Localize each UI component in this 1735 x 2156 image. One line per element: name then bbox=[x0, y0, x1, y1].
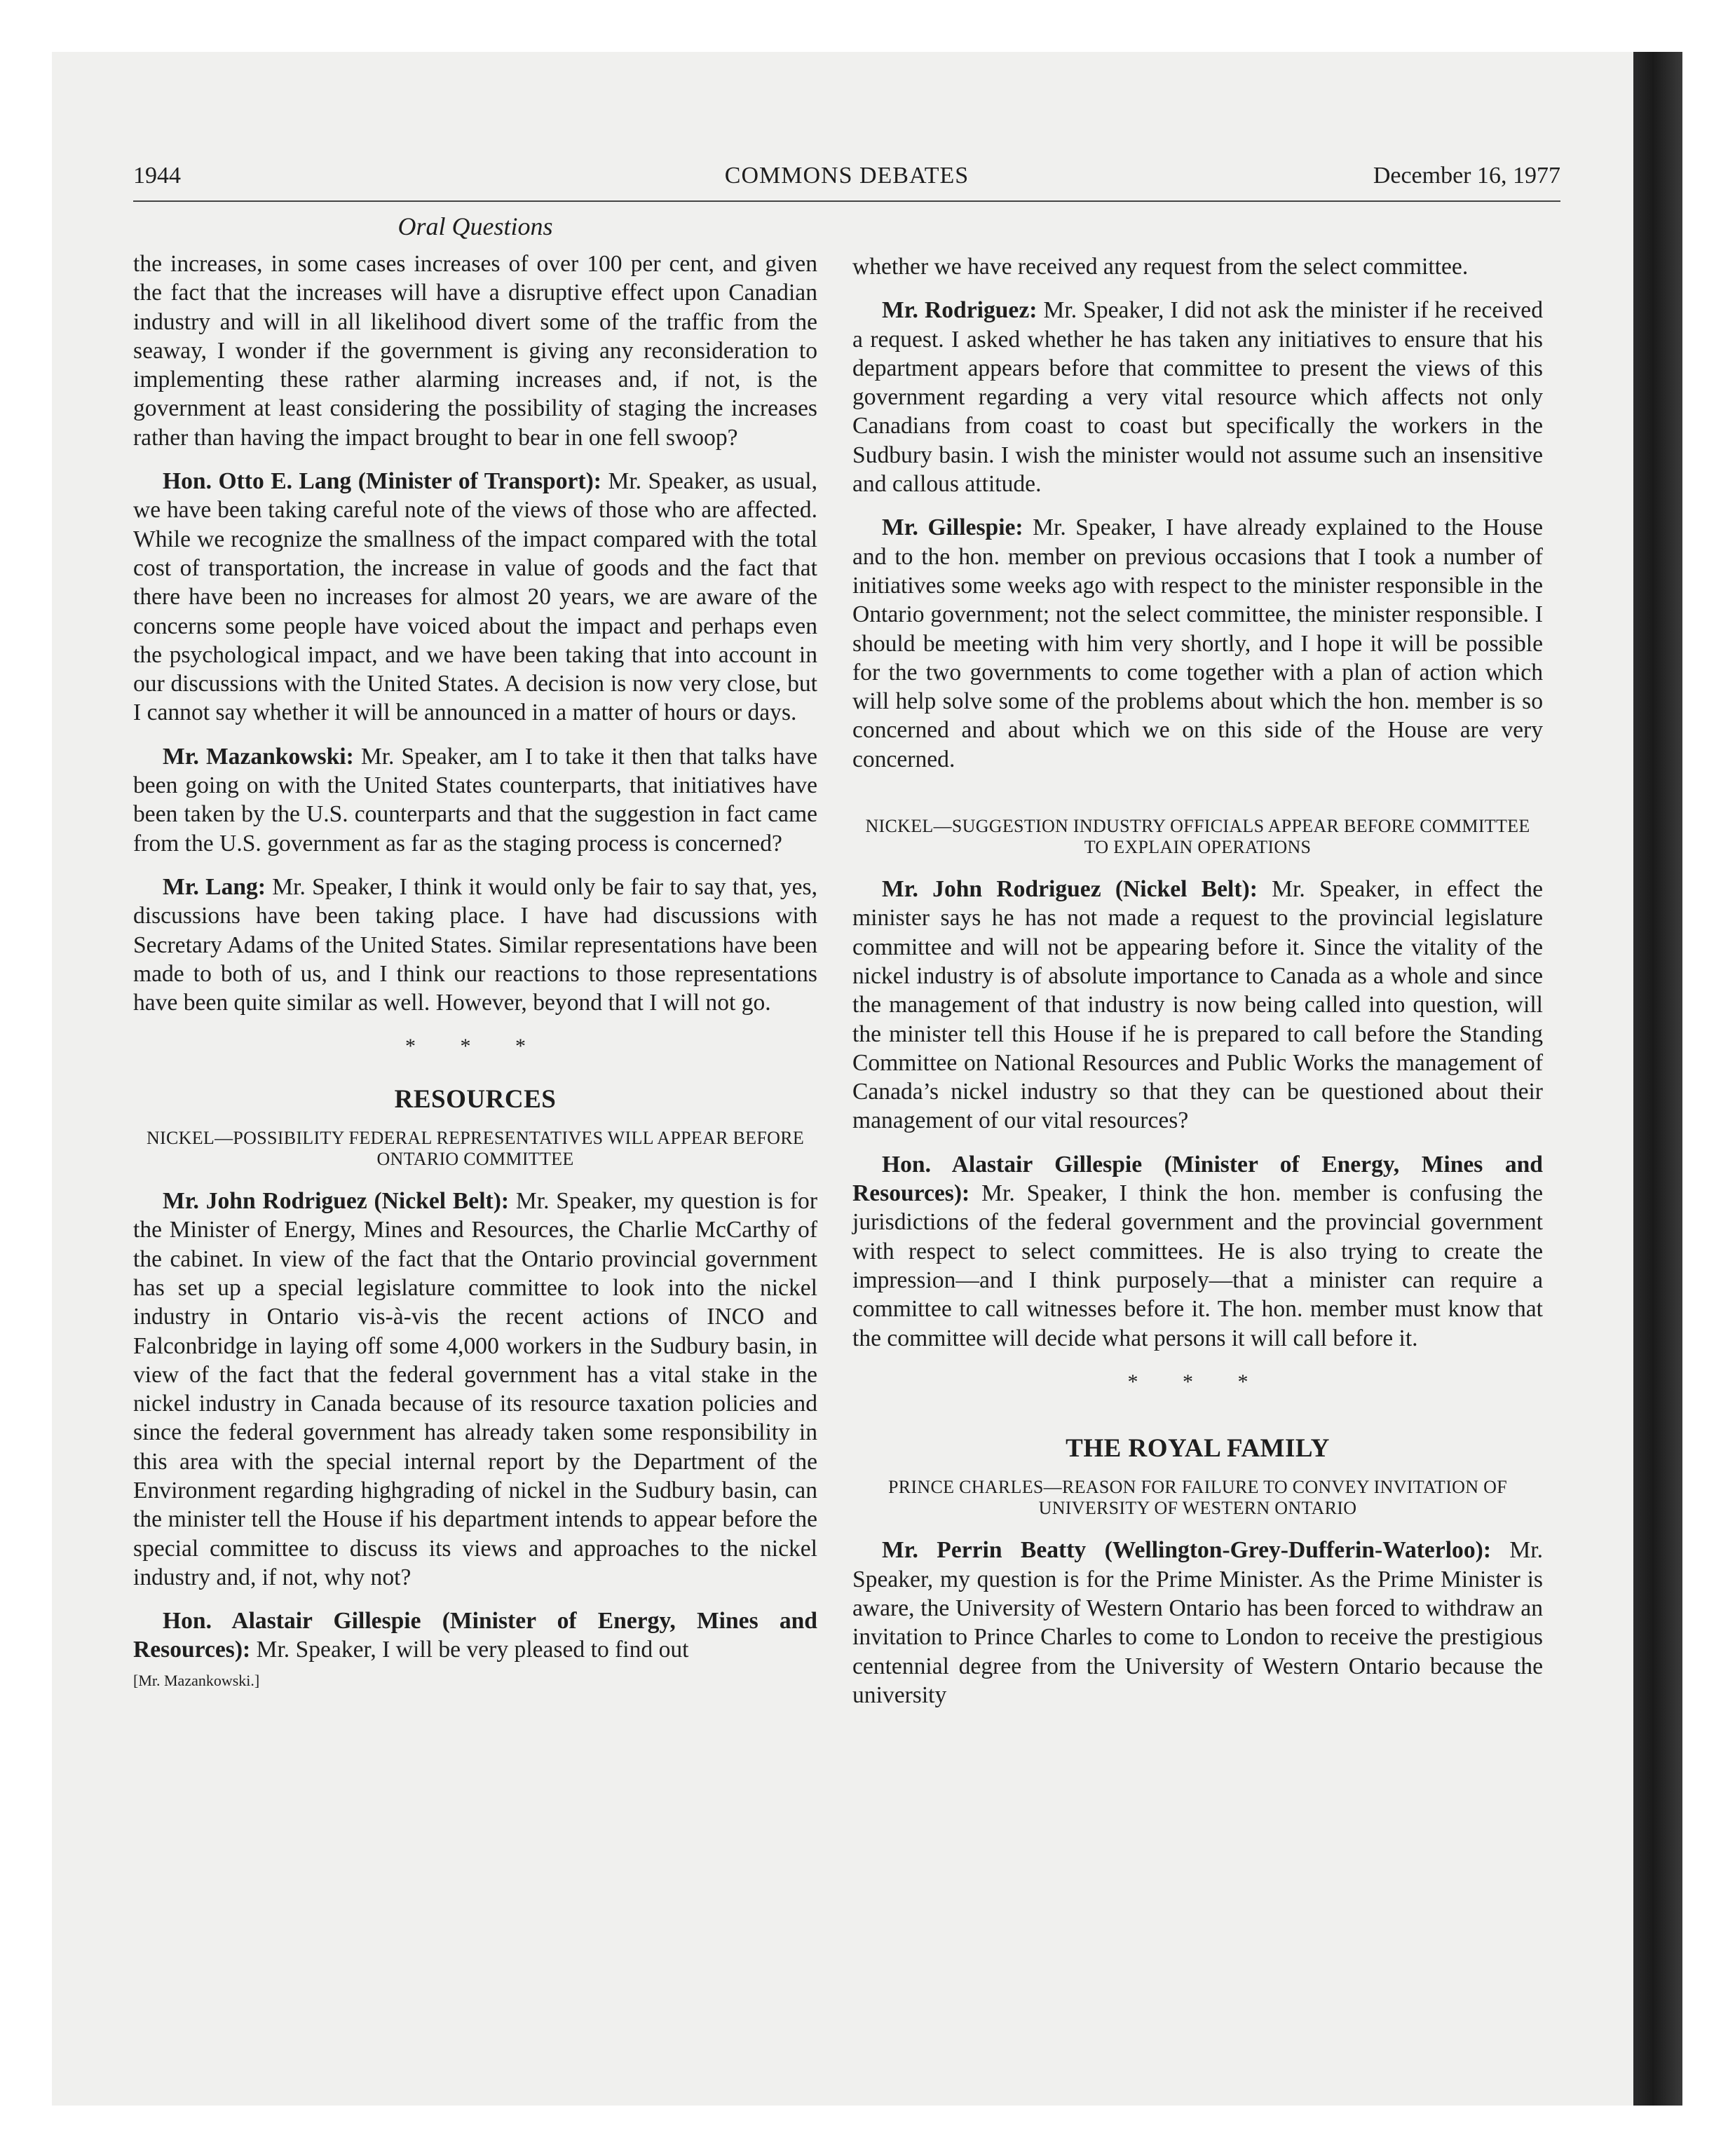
speech-text: Mr. Speaker, I did not ask the minister if he received a request. I asked whether he has taken any initiatives to ensure that his department appears before that committee to present the views of this government regarding a very vital resource which affects not only Canadians from coast to coast but specifically the workers in the Sudbury basin. I wish the minister would not assume such an insensitive and callous attitude. bbox=[852, 297, 1543, 498]
speech-text: Mr. Speaker, I think it would only be fair to say that, yes, discussions have been taking place. I have had discussions with Secretary Adams of the United States. Similar representations have been made to both of us, and I think our reactions to those representations have been quite similar as well. However, beyond that I will not go. bbox=[133, 873, 817, 1016]
left-column bbox=[133, 250, 817, 1690]
paragraph bbox=[133, 873, 817, 1017]
speaker-name: Mr. Perrin Beatty (Wellington-Grey-Dufferin-Waterloo): bbox=[882, 1537, 1492, 1564]
speech-text: Mr. Speaker, I have already explained to the House and to the hon. member on previous occasions that I took a number of initiatives some weeks ago with respect to the minister responsible in the Ontario government; not the select committee, the minister responsible. I should be meeting with him very shortly, and I hope it will be possible for the two governments to come together with a plan of action which will help solve some of the problems about which the hon. member is so concerned and about which we on this side of the House are very concerned. bbox=[852, 514, 1544, 772]
speech-text: Mr. Speaker, my question is for the Prime Minister. As the Prime Minister is aware, the University of Western Ontario has been forced to withdraw an invitation to Prince Charles to come to London to receive the prestigious centennial degree from the University of Western Ontario because the university bbox=[852, 1537, 1543, 1708]
paragraph bbox=[852, 875, 1543, 1135]
paragraph bbox=[133, 1187, 817, 1592]
topic-subheading: NICKEL—POSSIBILITY FEDERAL REPRESENTATIVES WILL APPEAR BEFORE ONTARIO COMMITTEE bbox=[146, 1128, 805, 1170]
section-heading: RESOURCES bbox=[394, 1084, 557, 1114]
speaker-name: Mr. John Rodriguez (Nickel Belt): bbox=[882, 876, 1258, 903]
speech-text: Mr. Speaker, I will be very pleased to find out bbox=[250, 1637, 689, 1663]
paragraph bbox=[133, 1606, 817, 1665]
speech-text: Mr. Speaker, am I to take it then that talks have been going on with the United States counterparts, that initiatives have been taken by the U.S. counterparts and that the suggestion in fact came from the U.S. government as far as the staging process is concerned? bbox=[133, 743, 817, 857]
speaker-name: Mr. Gillespie: bbox=[882, 514, 1023, 541]
speech-text: Mr. Speaker, in effect the minister says he has not made a request to the provincial legislature committee and will not be appearing before it. Since the vitality of the nickel industry is of absolute importance to Canada as a whole and since the management of that industry is now being called into question, will the minister tell this House if he is prepared to call before the Standing Committee on National Resources and Public Works the management of Canada’s nickel industry so that they can be questioned about their management of our vital resources? bbox=[852, 876, 1543, 1134]
paragraph: whether we have received any request from the select committee. bbox=[852, 254, 1469, 280]
footnote: [Mr. Mazankowski.] bbox=[133, 1671, 260, 1689]
section-divider: * * * bbox=[405, 1035, 545, 1058]
speaker-name: Mr. Rodriguez: bbox=[882, 297, 1037, 324]
section-label: Oral Questions bbox=[397, 212, 553, 240]
paragraph bbox=[852, 1150, 1543, 1353]
speaker-name: Mr. John Rodriguez (Nickel Belt): bbox=[163, 1188, 510, 1215]
paragraph: the increases, in some cases increases of over 100 per cent, and given the fact that the increases will have a disruptive effect upon Canadian industry and will in all likelihood divert some of the traffic from the seaway, I wonder if the government is giving any reconsideration to implementing these rather alarming increases and, if not, is the government at least considering the possibility of staging the increases rather than having the impact brought to bear in one fell swoop? bbox=[133, 251, 817, 451]
section-heading: THE ROYAL FAMILY bbox=[1066, 1434, 1330, 1464]
speaker-name: Hon. Alastair Gillespie (Minister of Energy, Mines and Resources): bbox=[133, 1608, 817, 1663]
paragraph bbox=[133, 467, 817, 728]
paragraph bbox=[133, 742, 817, 858]
scan-edge-shadow bbox=[1633, 52, 1682, 2106]
speaker-name: Mr. Lang: bbox=[163, 873, 266, 900]
topic-subheading: NICKEL—SUGGESTION INDUSTRY OFFICIALS APPEAR BEFORE COMMITTEE TO EXPLAIN OPERATIONS bbox=[865, 816, 1530, 858]
speech-text: Mr. Speaker, as usual, we have been taking careful note of the views of those who are affected. While we recognize the smallness of the impact compared with the total cost of transportation, the increase in value of goods and the fact that there have been no increases for almost 20 years, we are aware of the concerns some people have voiced about the impact and perhaps even the psychological impact, and we have been taking that into account in our discussions with the United States. A decision is now very close, but I cannot say whether it will be announced in a matter of hours or days. bbox=[133, 468, 817, 726]
paragraph bbox=[852, 296, 1543, 498]
speaker-name: Mr. Mazankowski: bbox=[163, 743, 354, 770]
right-column bbox=[852, 252, 1543, 1724]
speaker-name: Hon. Otto E. Lang (Minister of Transport): bbox=[163, 468, 601, 495]
page-number: 1944 bbox=[133, 163, 181, 189]
publication-title: COMMONS DEBATES bbox=[724, 163, 969, 189]
paragraph bbox=[852, 1536, 1543, 1710]
running-header bbox=[133, 163, 1560, 202]
section-divider: * * * bbox=[1127, 1370, 1268, 1393]
paragraph bbox=[852, 513, 1543, 774]
speech-text: Mr. Speaker, my question is for the Minister of Energy, Mines and Resources, the Charlie McCarthy of the cabinet. In view of the fact that the Ontario provincial government has set up a special legislature committee to look into the nickel industry in Ontario vis-à-vis the recent actions of INCO and Falconbridge in laying off some 4,000 workers in the Sudbury basin, in view of the fact that the federal government has a vital stake in the nickel industry in Canada because of its resource taxation policies and since the federal government has already taken some responsibility in this area with the special internal report by the Department of the Environment regarding highgrading of nickel in the Sudbury basin, can the minister tell the House if his department intends to appear before the special committee to discuss its views and approaches to the nickel industry and, if not, why not? bbox=[133, 1188, 818, 1590]
speech-text: Mr. Speaker, I think the hon. member is confusing the jurisdictions of the federal government and the provincial government with respect to select committees. He is also trying to create the impression—and I think purposely—that a minister can require a committee to call witnesses before it. The hon. member must know that the committee will decide what persons it will call before it. bbox=[852, 1180, 1543, 1351]
issue-date: December 16, 1977 bbox=[1373, 163, 1560, 189]
topic-subheading: PRINCE CHARLES—REASON FOR FAILURE TO CONVEY INVITATION OF UNIVERSITY OF WESTERN ONTARIO bbox=[888, 1477, 1507, 1519]
speaker-name: Hon. Alastair Gillespie (Minister of Energy, Mines and Resources): bbox=[852, 1151, 1543, 1207]
